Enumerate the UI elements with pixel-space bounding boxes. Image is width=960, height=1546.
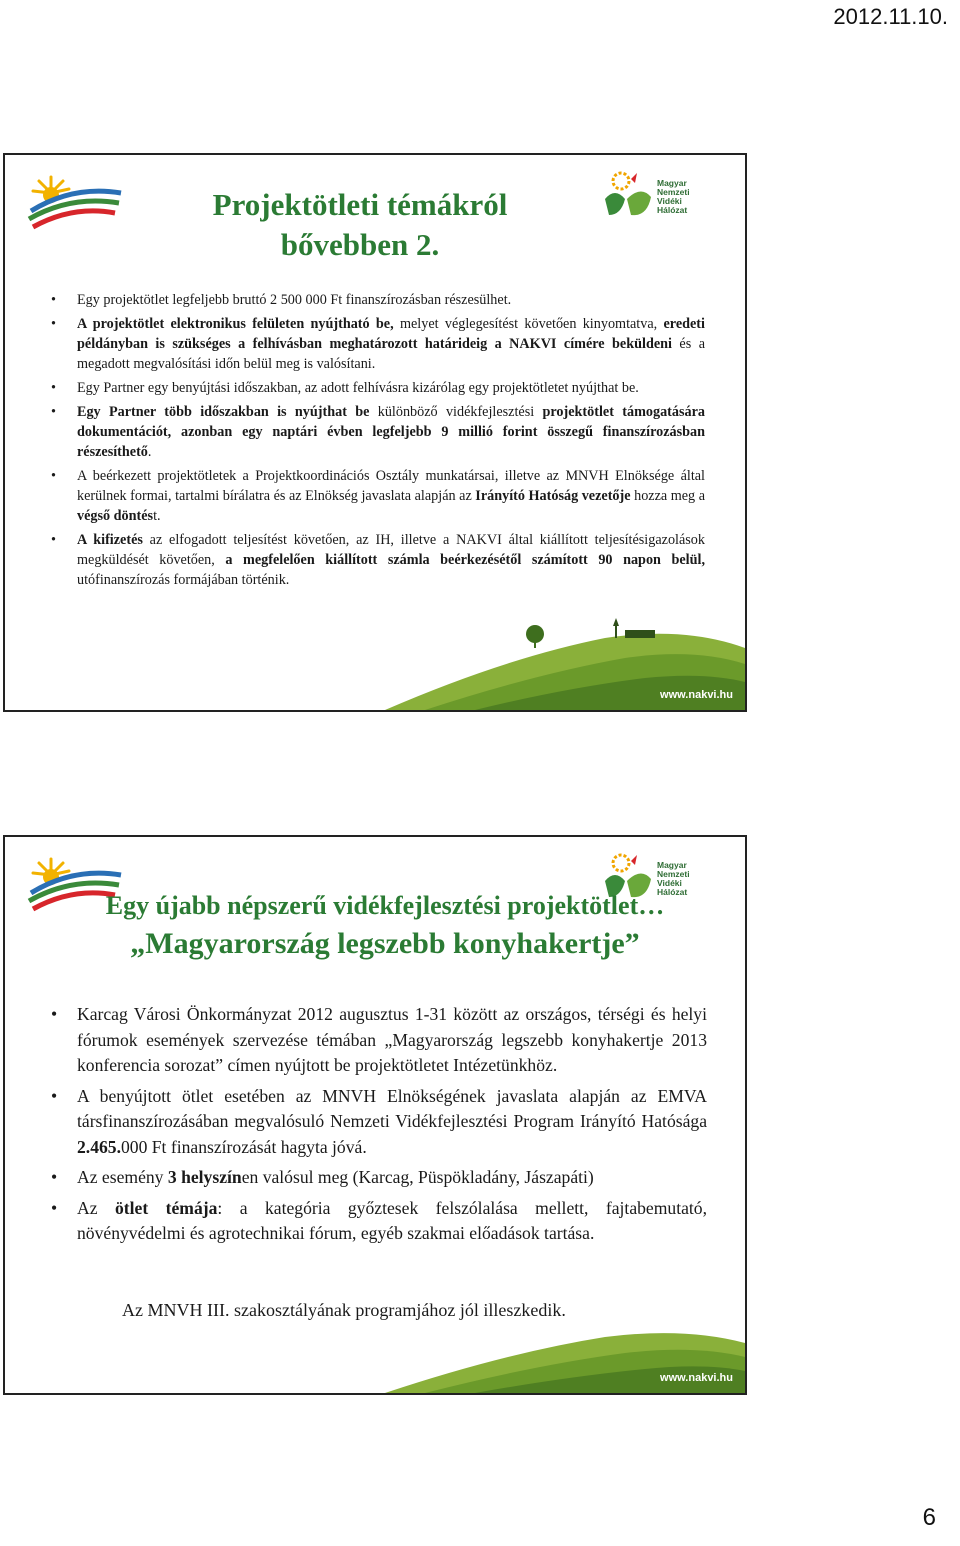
site-url: www.nakvi.hu bbox=[660, 689, 733, 701]
sunrise-logo-icon bbox=[23, 171, 123, 231]
bullet-item: • Egy Partner több időszakban is nyújthat be különböző vidékfejlesztési projektötlet támogatására dokumentációt, azonban egy naptári évben legfeljebb 9 millió forint összegű finanszírozásban részesíthető. bbox=[77, 402, 705, 462]
bullet-item: • A benyújtott ötlet esetében az MNVH Elnökségének javaslata alapján az EMVA társfinanszírozásában megvalósuló Nemzeti Vidékfejlesztési Program Irányító Hatósága 2.465.000 Ft finanszírozását hagyta jóvá. bbox=[77, 1084, 707, 1161]
bullet-item: • A beérkezett projektötletek a Projektkoordinációs Osztály munkatársai, illetve az MNVH Elnöksége által kerülnek formai, tartalmi bírálatra és az Elnökség javaslata alapján az Irányító Hatóság vezetője hozza meg a végső döntést. bbox=[77, 466, 705, 526]
bullet-item: • A projektötlet elektronikus felületen nyújtható be, melyet véglegesítést követően kinyomtatva, eredeti példányban is szükséges a felhívásban meghatározott határideig a NAKVI címére beküldeni és a megadott megvalósítási időn belül meg is valósítani. bbox=[77, 314, 705, 374]
bullet-item: • Egy projektötlet legfeljebb bruttó 2 500 000 Ft finanszírozásban részesülhet. bbox=[77, 290, 705, 310]
slide-2-title-line2: „Magyarország legszebb konyhakertje” bbox=[130, 927, 640, 960]
logo-text-line2: Nemzeti bbox=[657, 869, 690, 879]
bullet-item: • Karcag Városi Önkormányzat 2012 augusztus 1-31 között az országos, térségi és helyi fórumok események szervezése témában „Magyarország legszebb konyhakertje 2013 konferencia sorozat” címen nyújtott be projektötletet Intézetünkhöz. bbox=[77, 1002, 707, 1079]
site-url: www.nakvi.hu bbox=[660, 1372, 733, 1384]
mnvh-logo bbox=[601, 169, 701, 229]
bullet-item: • Az esemény 3 helyszínen valósul meg (Karcag, Püspökladány, Jászapáti) bbox=[77, 1165, 707, 1191]
logo-text-line1: Magyar bbox=[657, 178, 687, 188]
logo-text-line2: Nemzeti bbox=[657, 187, 690, 197]
slide-1-title bbox=[155, 185, 565, 265]
logo-text-line1: Magyar bbox=[657, 860, 687, 870]
logo-text-line4: Hálózat bbox=[657, 205, 688, 215]
slide-2-title-line1: Egy újabb népszerű vidékfejlesztési projektötlet… bbox=[105, 891, 665, 920]
slide-1-title-line2: bővebben 2. bbox=[280, 227, 440, 262]
slide-1 bbox=[3, 153, 747, 712]
slide-1-bullet-list bbox=[77, 290, 705, 594]
slide-2 bbox=[3, 835, 747, 1395]
bullet-item: • A kifizetés az elfogadott teljesítést követően, az IH, illetve a NAKVI által kiállított teljesítésigazolások megküldését követően, a megfelelően kiállított számla beérkezésétől számított 90 napon belül, utófinanszírozás formájában történik. bbox=[77, 530, 705, 590]
print-date: 2012.11.10. bbox=[833, 4, 948, 29]
logo-text-line3: Vidéki bbox=[657, 196, 682, 206]
bullet-item: • Az ötlet témája: a kategória győztesek felszólalása mellett, fajtabemutató, növényvédelmi és agrotechnikai fórum, egyéb szakmai előadások tartása. bbox=[77, 1196, 707, 1247]
mnvh-emblem-icon bbox=[601, 169, 657, 225]
bullet-item: • Egy Partner egy benyújtási időszakban, az adott felhívásra kizárólag egy projektötletet nyújthat be. bbox=[77, 378, 705, 398]
logo-text-line3: Vidéki bbox=[657, 878, 682, 888]
slide-2-bullet-list bbox=[77, 1002, 707, 1252]
slide-1-title-line1: Projektötleti témákról bbox=[212, 187, 508, 222]
page-number: 6 bbox=[922, 1504, 936, 1531]
closing-note: Az MNVH III. szakosztályának programjához jól illeszkedik. bbox=[122, 1300, 566, 1320]
logo-text-line4: Hálózat bbox=[657, 887, 688, 897]
